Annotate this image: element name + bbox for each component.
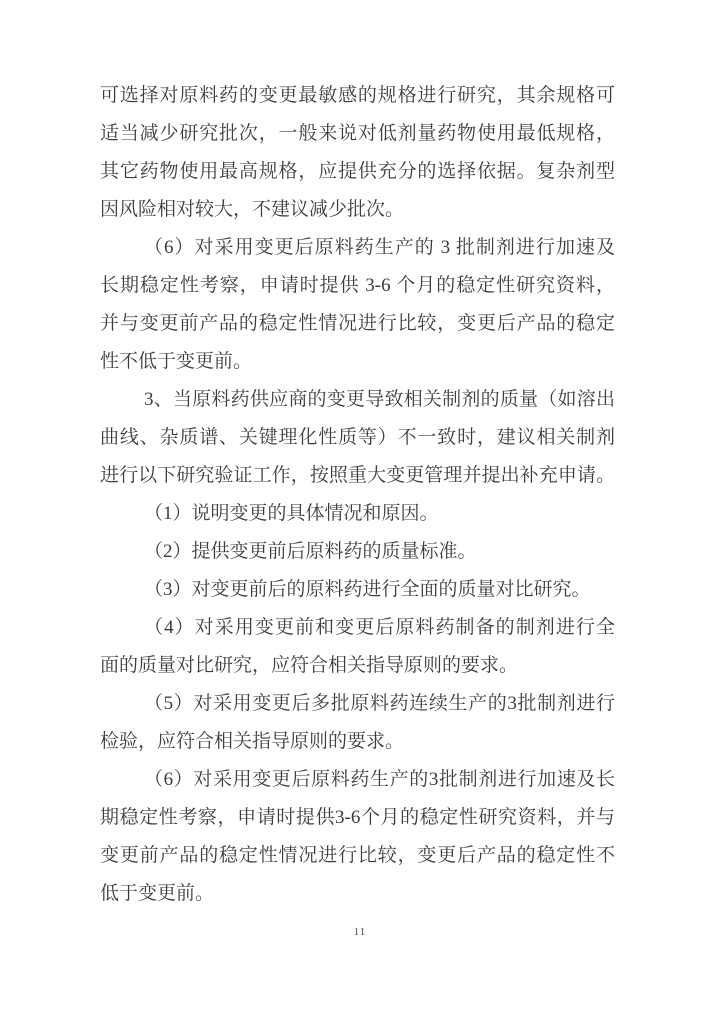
text-line: （3）对变更前后的原料药进行全面的质量对比研究。 — [144, 579, 591, 600]
text-line: （2）提供变更前后原料药的质量标准。 — [144, 541, 477, 562]
text-line: 变更前产品的稳定性情况进行比较，变更后产品的稳定性不 — [100, 845, 615, 866]
text-line: （1）说明变更的具体情况和原因。 — [144, 503, 439, 524]
text-line: 曲线、杂质谱、关键理化性质等）不一致时，建议相关制剂 — [100, 427, 615, 448]
page-number: 11 — [353, 926, 367, 938]
text-line: 其它药物使用最高规格，应提供充分的选择依据。复杂剂型 — [100, 161, 615, 182]
text-line: 适当减少研究批次，一般来说对低剂量药物使用最低规格， — [100, 123, 615, 144]
text-line: 可选择对原料药的变更最敏感的规格进行研究，其余规格可 — [100, 85, 615, 106]
text-line: 并与变更前产品的稳定性情况进行比较，变更后产品的稳定 — [100, 313, 615, 334]
text-line: 检验，应符合相关指导原则的要求。 — [100, 731, 405, 752]
text-line: 性不低于变更前。 — [100, 351, 253, 372]
text-line: 进行以下研究验证工作，按照重大变更管理并提出补充申请。 — [100, 465, 615, 486]
text-line: 低于变更前。 — [100, 883, 215, 904]
text-line: 长期稳定性考察，申请时提供 3-6 个月的稳定性研究资料， — [100, 275, 615, 296]
text-line: 期稳定性考察，申请时提供3-6个月的稳定性研究资料，并与 — [100, 807, 615, 828]
text-line: （6）对采用变更后原料药生产的 3 批制剂进行加速及 — [144, 237, 615, 258]
document-body — [100, 77, 615, 913]
text-line: 3、当原料药供应商的变更导致相关制剂的质量（如溶出 — [144, 389, 615, 410]
text-line: （5）对采用变更后多批原料药连续生产的3批制剂进行 — [144, 693, 615, 714]
text-line: 面的质量对比研究，应符合相关指导原则的要求。 — [100, 655, 519, 676]
text-line: （4）对采用变更前和变更后原料药制备的制剂进行全 — [144, 617, 615, 638]
text-line: （6）对采用变更后原料药生产的3批制剂进行加速及长 — [144, 769, 615, 790]
text-line: 因风险相对较大，不建议减少批次。 — [100, 199, 405, 220]
